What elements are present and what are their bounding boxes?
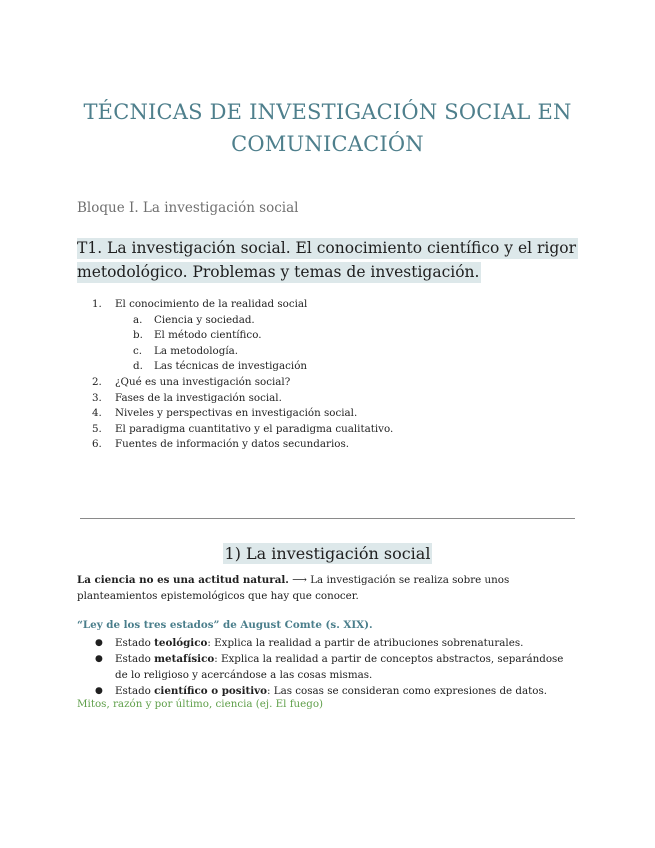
outline-text: La metodología. — [154, 344, 239, 357]
outline-number: 4. — [92, 407, 102, 420]
states-list — [77, 635, 577, 699]
title-line-1: TÉCNICAS DE INVESTIGACIÓN SOCIAL EN — [83, 100, 572, 124]
outline-text: El conocimiento de la realidad social — [115, 298, 308, 310]
intro-rest-text: ⟶ La investigación se realiza sobre unos planteamientos epistemológicos que hay que conocer. — [77, 574, 510, 602]
bullet-icon: ● — [95, 654, 103, 664]
outline-text: El método científico. — [154, 329, 262, 342]
bullet-definition: : Las cosas se consideran como expresiones de datos. — [267, 685, 548, 697]
bullet-term: teológico — [154, 637, 208, 649]
section-heading — [0, 542, 655, 566]
outline-text: Fuentes de información y datos secundarios. — [115, 438, 349, 451]
intro-paragraph — [77, 572, 577, 604]
outline-text: Las técnicas de investigación — [154, 360, 308, 373]
law-title: “Ley de los tres estados” de August Comte (s. XIX). — [77, 619, 373, 631]
bullet-prefix: Estado — [115, 653, 155, 665]
outline-text: Fases de la investigación social. — [115, 391, 282, 404]
bullet-definition: : Explica la realidad a partir de atribuciones sobrenaturales. — [207, 637, 524, 649]
outline-text: Niveles y perspectivas en investigación social. — [115, 407, 358, 420]
green-note: Mitos, razón y por último, ciencia (ej. El fuego) — [77, 698, 324, 710]
outline-text: Ciencia y sociedad. — [154, 313, 255, 326]
outline-number: d. — [133, 360, 143, 373]
outline-number: 1. — [92, 298, 102, 310]
bullet-icon: ● — [95, 686, 103, 696]
outline-text: ¿Qué es una investigación social? — [115, 375, 291, 388]
bullet-icon: ● — [95, 638, 103, 648]
horizontal-divider — [80, 518, 575, 519]
document-title — [60, 96, 595, 160]
outline-number: a. — [133, 313, 143, 326]
outline-number: b. — [133, 329, 143, 342]
list-item — [77, 635, 577, 651]
bullet-term: metafísico — [154, 653, 215, 665]
topic-heading — [77, 236, 577, 284]
outline-text: El paradigma cuantitativo y el paradigma cualitativo. — [115, 422, 394, 435]
outline-number: 3. — [92, 391, 102, 404]
outline-number: 2. — [92, 375, 102, 388]
outline-number: 5. — [92, 422, 102, 435]
outline-number: c. — [133, 344, 143, 357]
bullet-prefix: Estado — [115, 685, 155, 697]
bullet-definition: : Explica la realidad a partir de conceptos abstractos, separándose de lo religioso y acercándose a las cosas mismas. — [115, 653, 564, 681]
intro-bold-text: La ciencia no es una actitud natural. — [77, 574, 289, 586]
section-heading-text: 1) La investigación social — [224, 544, 431, 563]
list-item — [77, 683, 577, 699]
title-line-2: COMUNICACIÓN — [231, 132, 424, 156]
topic-heading-text: T1. La investigación social. El conocimiento científico y el rigor metodológico. Problemas y temas de investigación. — [77, 239, 577, 281]
block-heading: Bloque I. La investigación social — [77, 200, 299, 216]
list-item — [77, 651, 577, 683]
bullet-term: científico o positivo — [154, 685, 267, 697]
bullet-prefix: Estado — [115, 637, 155, 649]
outline-number: 6. — [92, 438, 102, 451]
